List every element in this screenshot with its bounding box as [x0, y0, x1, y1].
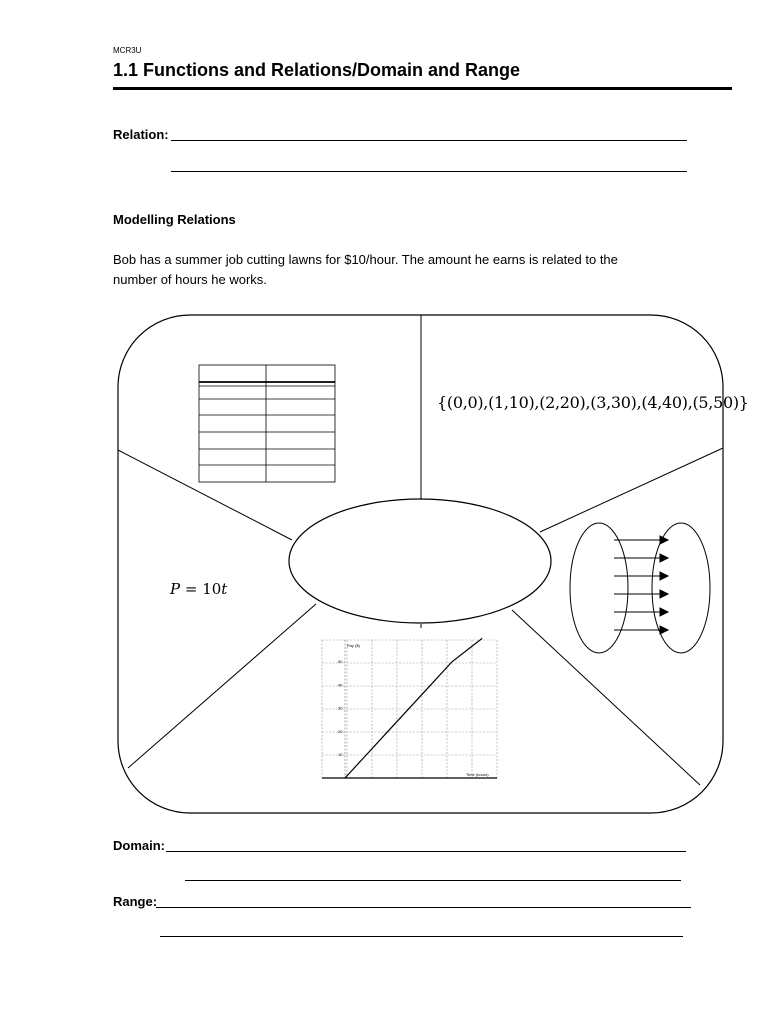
center-ellipse: [289, 499, 551, 623]
domain-label: Domain:: [113, 838, 165, 853]
relation-label: Relation:: [113, 127, 169, 142]
domain-answer-line-2[interactable]: [185, 880, 681, 881]
arrow-head: [660, 608, 668, 616]
mapping-arrows: [614, 536, 668, 634]
arrow-head: [660, 572, 668, 580]
y-tick-label: 40: [338, 682, 343, 688]
paragraph-line-2: number of hours he works.: [113, 272, 267, 287]
modelling-heading: Modelling Relations: [113, 212, 236, 227]
pay-line: [345, 638, 482, 778]
y-axis-label: Pay ($): [347, 643, 360, 648]
domain-answer-line-1[interactable]: [166, 851, 686, 852]
line-graph: [322, 638, 497, 778]
arrow-head: [660, 554, 668, 562]
range-label: Range:: [113, 894, 158, 909]
divider-left-lower: [128, 604, 316, 768]
equation-lhs: P: [170, 580, 181, 598]
course-code: MCR3U: [113, 46, 142, 55]
arrow-head: [660, 536, 668, 544]
mapping-domain-oval: [570, 523, 628, 653]
table-of-values: [199, 365, 335, 482]
arrow-head: [660, 626, 668, 634]
range-answer-line-1[interactable]: [156, 907, 691, 908]
mapping-diagram: [570, 523, 710, 653]
x-axis-label: Time (hours): [466, 772, 489, 777]
range-answer-line-2[interactable]: [160, 936, 683, 937]
y-tick-label: 10: [338, 752, 343, 758]
equation-eq: = 10: [180, 580, 222, 598]
y-tick-label: 20: [338, 728, 343, 734]
y-tick-label: 30: [338, 705, 343, 711]
paragraph-line-1: Bob has a summer job cutting lawns for $10/hour. The amount he earns is related to the: [113, 252, 618, 267]
divider-right-lower: [512, 610, 700, 785]
y-tick-label: 50: [338, 659, 343, 665]
equation: [170, 580, 227, 598]
ordered-pairs-set: {(0,0),(1,10),(2,20),(3,30),(4,40),(5,50)}: [437, 393, 749, 412]
divider-right-upper: [540, 448, 723, 532]
page-title: 1.1 Functions and Relations/Domain and Range: [113, 60, 521, 80]
equation-var: t: [221, 580, 228, 598]
arrow-head: [660, 590, 668, 598]
